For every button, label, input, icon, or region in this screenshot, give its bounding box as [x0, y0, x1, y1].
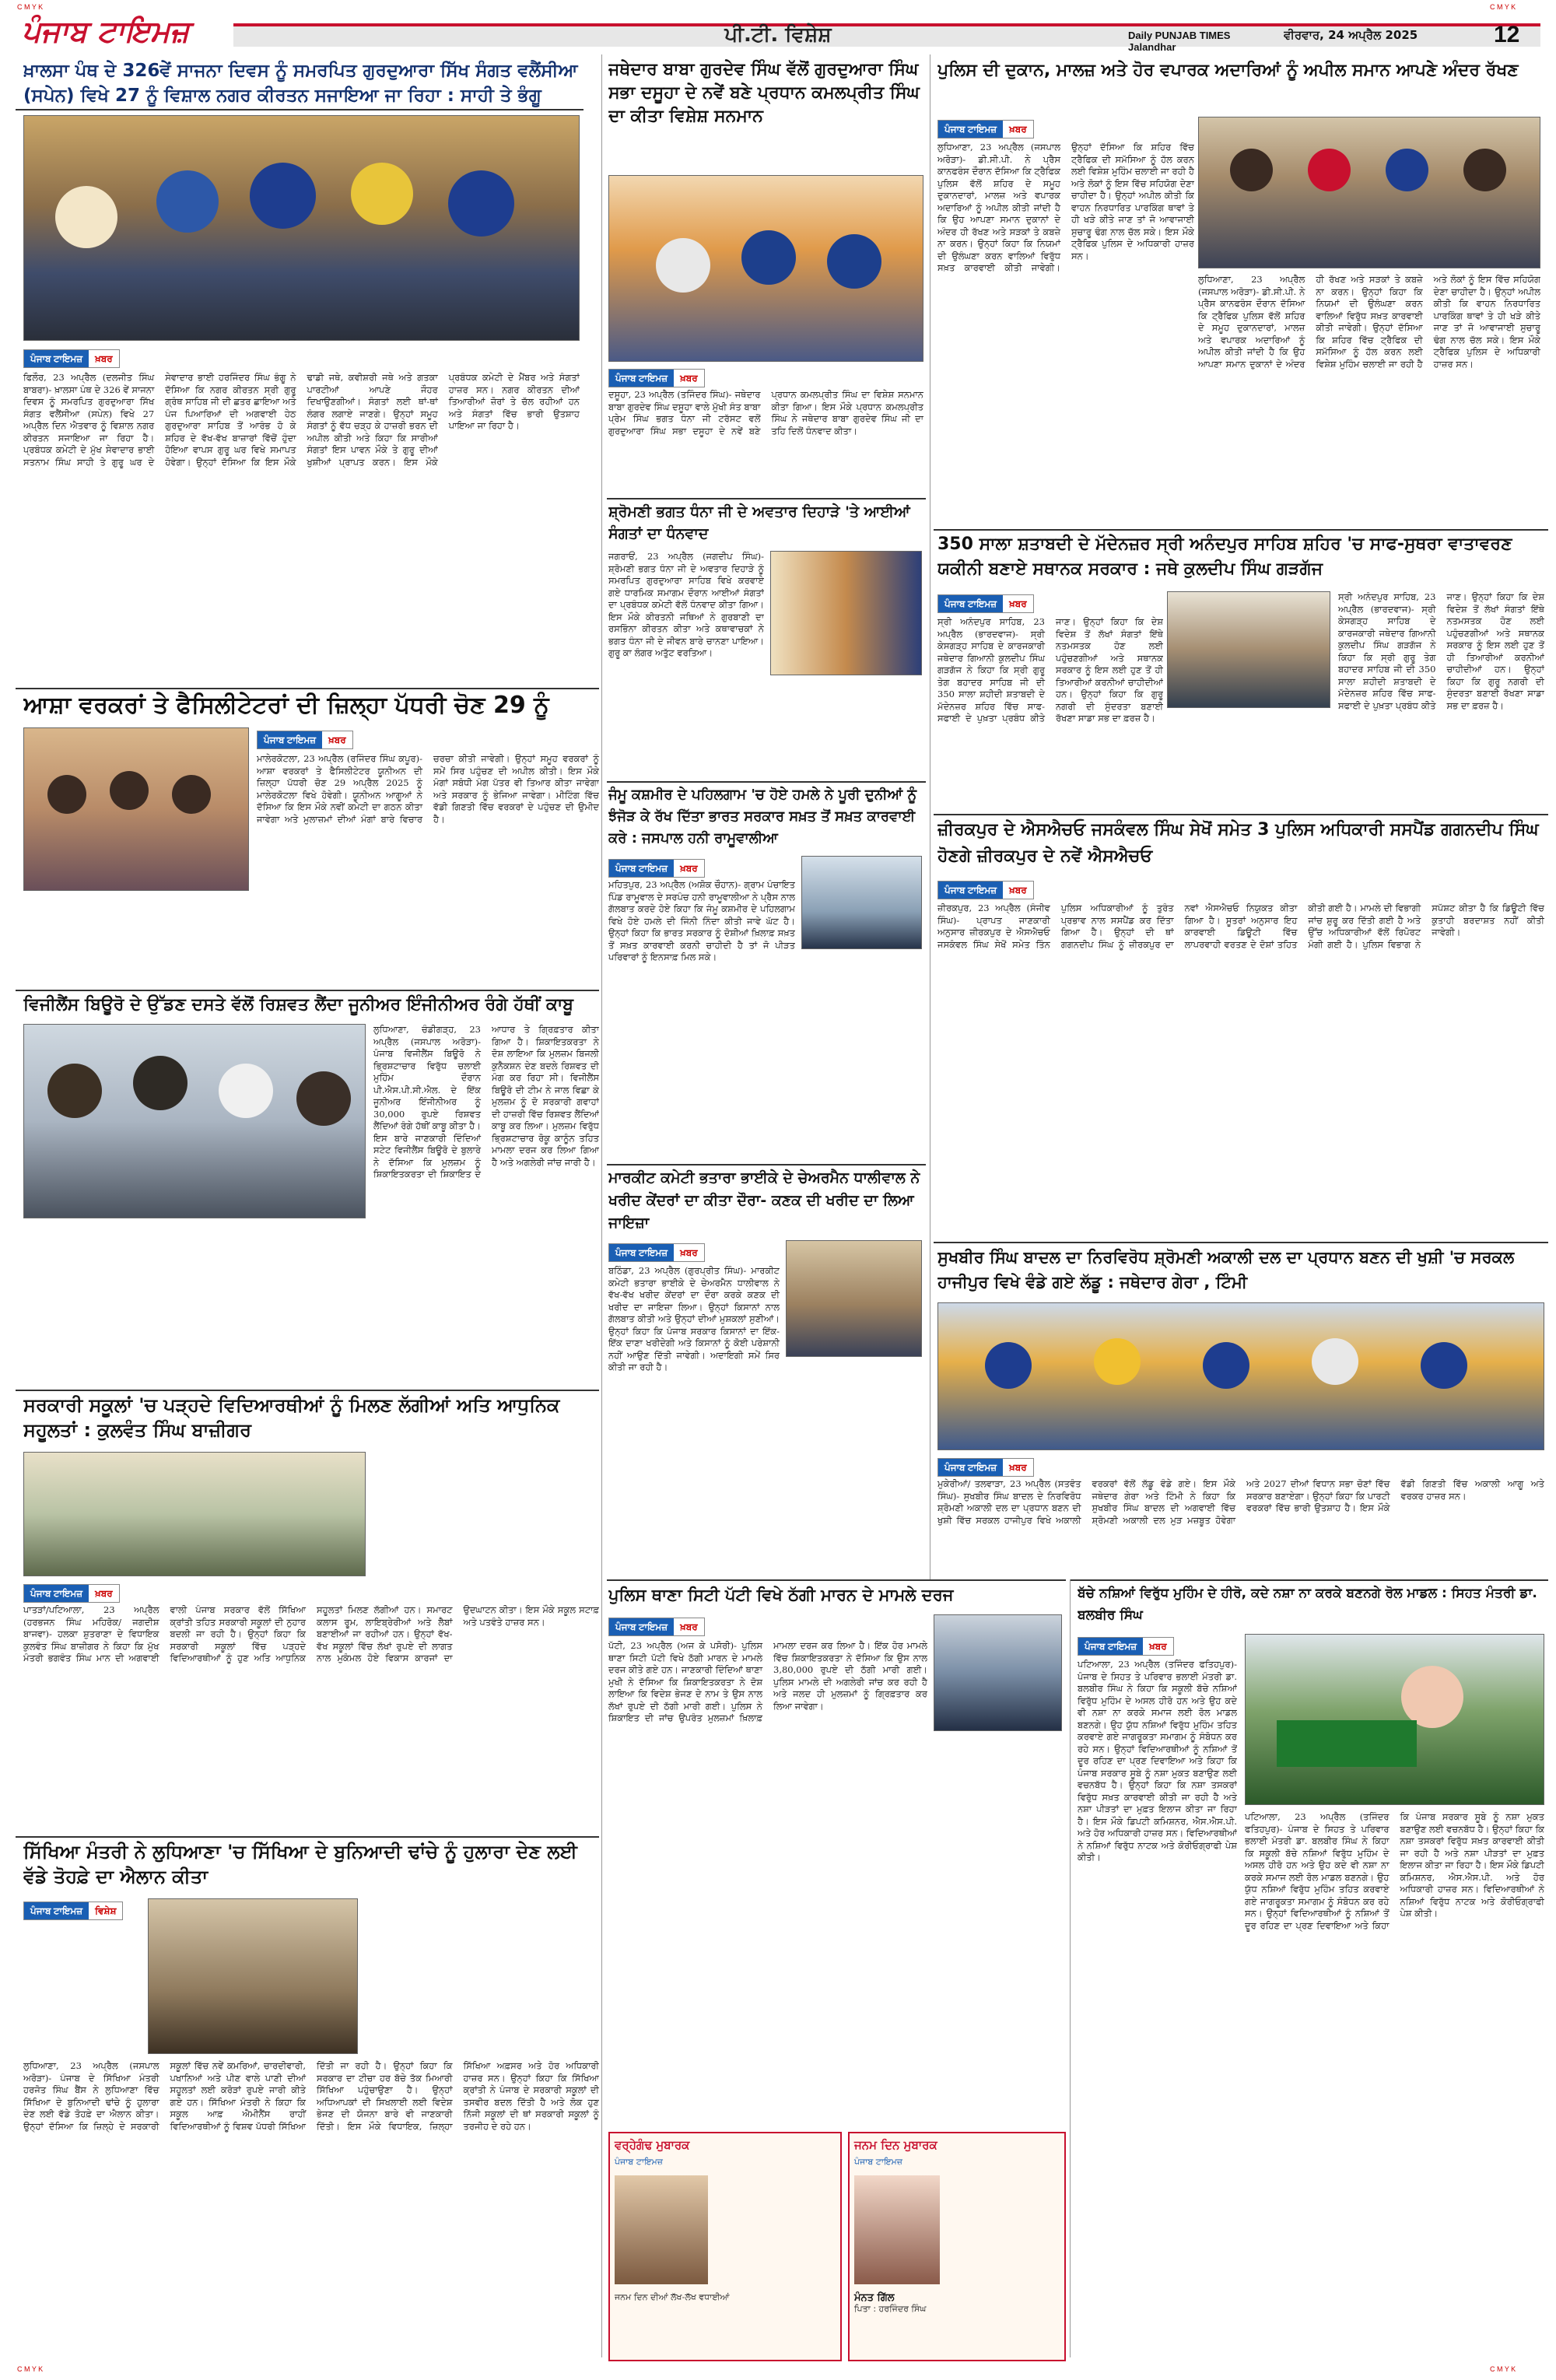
ad-anniversary-title: ਵਰ੍ਹੇਗੰਢ ਮੁਬਾਰਕ [615, 2138, 690, 2152]
paper-name: Daily PUNJAB TIMES Jalandhar [1128, 30, 1231, 53]
photo-s2b [770, 551, 922, 675]
divider [16, 1836, 599, 1838]
body-s10: ਪੱਟੀ, 23 ਅਪ੍ਰੈਲ (ਅਜ ਕੇ ਪਸੋਰੀ)- ਪੁਲਿਸ ਥਾਣਾ ਸਿਟੀ ਪੱਟੀ ਵਿਖੇ ਠੱਗੀ ਮਾਰਨ ਦੇ ਮਾਮਲੇ ਦਰਜ ਕੀਤੇ ਗਏ ਹਨ। ਜਾਣਕਾਰੀ ਦਿੰਦਿਆਂ ਥਾਣਾ ਮੁਖੀ ਨੇ ਦੱਸਿਆ ਕਿ ਸ਼ਿਕਾਇਤਕਰਤਾ ਨੇ ਦੋਸ਼ ਲਾਇਆ ਕਿ ਵਿਦੇਸ਼ ਭੇਜਣ ਦੇ ਨਾਮ ਤੇ ਉਸ ਨਾਲ ਲੱਖਾਂ ਰੁਪਏ ਦੀ ਠੱਗੀ ਮਾਰੀ ਗਈ। ਪੁਲਿਸ ਨੇ ਸ਼ਿਕਾਇਤ ਦੀ ਜਾਂਚ ਉਪਰੰਤ ਮੁਲਜ਼ਮਾਂ ਖ਼ਿਲਾਫ਼ ਮਾਮਲਾ ਦਰਜ ਕਰ ਲਿਆ ਹੈ। ਇੱਕ ਹੋਰ ਮਾਮਲੇ ਵਿੱਚ ਸ਼ਿਕਾਇਤਕਰਤਾ ਨੇ ਦੱਸਿਆ ਕਿ ਉਸ ਨਾਲ 3,80,000 ਰੁਪਏ ਦੀ ਠੱਗੀ ਮਾਰੀ ਗਈ। ਪੁਲਿਸ ਮਾਮਲੇ ਦੀ ਅਗਲੇਰੀ ਜਾਂਚ ਕਰ ਰਹੀ ਹੈ ਅਤੇ ਜਲਦ ਹੀ ਮੁਲਜ਼ਮਾਂ ਨੂੰ ਗ੍ਰਿਫ਼ਤਾਰ ਕਰ ਲਿਆ ਜਾਵੇਗਾ। [608, 1640, 927, 1723]
ad-anniversary-brand: ਪੰਜਾਬ ਟਾਇਮਜ਼ [615, 2157, 663, 2167]
section-title: ਪੀ.ਟੀ. ਵਿਸ਼ੇਸ਼ [724, 23, 832, 47]
tag-s3: ਪੰਜਾਬ ਟਾਇਮਜ਼ ਖ਼ਬਰ [937, 120, 1034, 138]
photo-s9 [148, 1898, 358, 2054]
divider [607, 1579, 1066, 1581]
divider [16, 990, 599, 991]
headline-s8: ਸਰਕਾਰੀ ਸਕੂਲਾਂ 'ਚ ਪੜ੍ਹਦੇ ਵਿਦਿਆਰਥੀਆਂ ਨੂੰ ਮਿਲਣ ਲੱਗੀਆਂ ਅਤਿ ਆਧੁਨਿਕ ਸਹੂਲਤਾਂ : ਕੁਲਵੰਤ ਸਿੰਘ ਬਾਜ਼ੀਗਰ [23, 1394, 560, 1441]
body-s9: ਲੁਧਿਆਣਾ, 23 ਅਪ੍ਰੈਲ (ਜਸਪਾਲ ਅਰੋੜਾ)- ਪੰਜਾਬ ਦੇ ਸਿੱਖਿਆ ਮੰਤਰੀ ਹਰਜੋਤ ਸਿੰਘ ਬੈਂਸ ਨੇ ਲੁਧਿਆਣਾ ਵਿੱਚ ਸਿੱਖਿਆ ਦੇ ਬੁਨਿਆਦੀ ਢਾਂਚੇ ਨੂੰ ਹੁਲਾਰਾ ਦੇਣ ਲਈ ਵੱਡੇ ਤੋਹਫ਼ੇ ਦਾ ਐਲਾਨ ਕੀਤਾ। ਉਨ੍ਹਾਂ ਦੱਸਿਆ ਕਿ ਜ਼ਿਲ੍ਹੇ ਦੇ ਸਰਕਾਰੀ ਸਕੂਲਾਂ ਵਿੱਚ ਨਵੇਂ ਕਮਰਿਆਂ, ਚਾਰਦੀਵਾਰੀ, ਪਖਾਨਿਆਂ ਅਤੇ ਪੀਣ ਵਾਲੇ ਪਾਣੀ ਦੀਆਂ ਸਹੂਲਤਾਂ ਲਈ ਕਰੋੜਾਂ ਰੁਪਏ ਜਾਰੀ ਕੀਤੇ ਗਏ ਹਨ। ਸਿੱਖਿਆ ਮੰਤਰੀ ਨੇ ਕਿਹਾ ਕਿ ਸਕੂਲ ਆਫ਼ ਐਮੀਨੈਂਸ ਰਾਹੀਂ ਵਿਦਿਆਰਥੀਆਂ ਨੂੰ ਵਿਸ਼ਵ ਪੱਧਰੀ ਸਿੱਖਿਆ ਦਿੱਤੀ ਜਾ ਰਹੀ ਹੈ। ਉਨ੍ਹਾਂ ਕਿਹਾ ਕਿ ਸਰਕਾਰ ਦਾ ਟੀਚਾ ਹਰ ਬੱਚੇ ਤੱਕ ਮਿਆਰੀ ਸਿੱਖਿਆ ਪਹੁੰਚਾਉਣਾ ਹੈ। ਉਨ੍ਹਾਂ ਅਧਿਆਪਕਾਂ ਦੀ ਸਿਖਲਾਈ ਲਈ ਵਿਦੇਸ਼ ਭੇਜਣ ਦੀ ਯੋਜਨਾ ਬਾਰੇ ਵੀ ਜਾਣਕਾਰੀ ਦਿੱਤੀ। ਇਸ ਮੌਕੇ ਵਿਧਾਇਕ, ਜ਼ਿਲ੍ਹਾ ਸਿੱਖਿਆ ਅਫ਼ਸਰ ਅਤੇ ਹੋਰ ਅਧਿਕਾਰੀ ਹਾਜ਼ਰ ਸਨ। ਉਨ੍ਹਾਂ ਕਿਹਾ ਕਿ ਸਿੱਖਿਆ ਕ੍ਰਾਂਤੀ ਨੇ ਪੰਜਾਬ ਦੇ ਸਰਕਾਰੀ ਸਕੂਲਾਂ ਦੀ ਤਸਵੀਰ ਬਦਲ ਦਿੱਤੀ ਹੈ ਅਤੇ ਲੋਕ ਹੁਣ ਨਿੱਜੀ ਸਕੂਲਾਂ ਦੀ ਥਾਂ ਸਰਕਾਰੀ ਸਕੂਲਾਂ ਨੂੰ ਤਰਜੀਹ ਦੇ ਰਹੇ ਹਨ। [23, 2060, 599, 2132]
body-s1: ਫਿਲੌਰ, 23 ਅਪ੍ਰੈਲ (ਦਲਜੀਤ ਸਿੰਘ ਬਾਬਰਾ)- ਖ਼ਾਲਸਾ ਪੰਥ ਦੇ 326 ਵੇਂ ਸਾਜਨਾ ਦਿਵਸ ਨੂੰ ਸਮਰਪਿਤ ਗੁਰਦੁਆਰਾ ਸਿੱਖ ਸੰਗਤ ਵਲੈਂਸੀਆ (ਸਪੇਨ) ਵਿਖੇ 27 ਅਪ੍ਰੈਲ ਦਿਨ ਐਤਵਾਰ ਨੂੰ ਵਿਸ਼ਾਲ ਨਗਰ ਕੀਰਤਨ ਸਜਾਇਆ ਜਾ ਰਿਹਾ ਹੈ। ਪ੍ਰਬੰਧਕ ਕਮੇਟੀ ਦੇ ਮੁੱਖ ਸੇਵਾਦਾਰ ਭਾਈ ਸਤਨਾਮ ਸਿੰਘ ਸਾਹੀ ਤੇ ਗੁਰੂ ਘਰ ਦੇ ਸੇਵਾਦਾਰ ਭਾਈ ਹਰਜਿੰਦਰ ਸਿੰਘ ਭੰਗੂ ਨੇ ਦੱਸਿਆ ਕਿ ਨਗਰ ਕੀਰਤਨ ਸ੍ਰੀ ਗੁਰੂ ਗ੍ਰੰਥ ਸਾਹਿਬ ਜੀ ਦੀ ਛਤਰ ਛਾਇਆ ਅਤੇ ਪੰਜ ਪਿਆਰਿਆਂ ਦੀ ਅਗਵਾਈ ਹੇਠ ਗੁਰਦੁਆਰਾ ਸਾਹਿਬ ਤੋਂ ਆਰੰਭ ਹੋ ਕੇ ਸ਼ਹਿਰ ਦੇ ਵੱਖ-ਵੱਖ ਬਾਜ਼ਾਰਾਂ ਵਿੱਚੋਂ ਹੁੰਦਾ ਹੋਇਆ ਵਾਪਸ ਗੁਰੂ ਘਰ ਵਿਖੇ ਸਮਾਪਤ ਹੋਵੇਗਾ। ਉਨ੍ਹਾਂ ਦੱਸਿਆ ਕਿ ਇਸ ਮੌਕੇ ਢਾਡੀ ਜਥੇ, ਕਵੀਸ਼ਰੀ ਜਥੇ ਅਤੇ ਗਤਕਾ ਪਾਰਟੀਆਂ ਆਪਣੇ ਜੌਹਰ ਦਿਖਾਉਣਗੀਆਂ। ਸੰਗਤਾਂ ਲਈ ਥਾਂ-ਥਾਂ ਲੰਗਰ ਲਗਾਏ ਜਾਣਗੇ। ਉਨ੍ਹਾਂ ਸਮੂਹ ਸੰਗਤਾਂ ਨੂੰ ਵੱਧ ਚੜ੍ਹ ਕੇ ਹਾਜ਼ਰੀ ਭਰਨ ਦੀ ਅਪੀਲ ਕੀਤੀ ਅਤੇ ਕਿਹਾ ਕਿ ਸਾਰੀਆਂ ਸੰਗਤਾਂ ਇਸ ਪਾਵਨ ਮੌਕੇ ਤੇ ਗੁਰੂ ਦੀਆਂ ਖੁਸ਼ੀਆਂ ਪ੍ਰਾਪਤ ਕਰਨ। ਇਸ ਮੌਕੇ ਪ੍ਰਬੰਧਕ ਕਮੇਟੀ ਦੇ ਮੈਂਬਰ ਅਤੇ ਸੰਗਤਾਂ ਹਾਜ਼ਰ ਸਨ। ਨਗਰ ਕੀਰਤਨ ਦੀਆਂ ਤਿਆਰੀਆਂ ਜ਼ੋਰਾਂ ਤੇ ਚੱਲ ਰਹੀਆਂ ਹਨ ਅਤੇ ਸੰਗਤਾਂ ਵਿੱਚ ਭਾਰੀ ਉਤਸ਼ਾਹ ਪਾਇਆ ਜਾ ਰਿਹਾ ਹੈ। [23, 372, 580, 468]
photo-s10 [934, 1614, 1062, 1731]
headline-s4: 350 ਸਾਲਾ ਸ਼ਤਾਬਦੀ ਦੇ ਮੱਦੇਨਜ਼ਰ ਸ੍ਰੀ ਅਨੰਦਪੁਰ ਸਾਹਿਬ ਸ਼ਹਿਰ 'ਚ ਸਾਫ-ਸੁਥਰਾ ਵਾਤਾਵਰਣ ਯਕੀਨੀ ਬਣਾਏ ਸਥਾਨਕ ਸਰਕਾਰ : ਜਥੇ ਕੁਲਦੀਪ ਸਿੰਘ ਗੜਗੱਜ [937, 535, 1512, 579]
photo-s6 [23, 727, 249, 891]
divider [16, 1390, 599, 1391]
tag-s10: ਪੰਜਾਬ ਟਾਇਮਜ਼ ਖ਼ਬਰ [608, 1618, 705, 1636]
headline-s2b: ਸ਼੍ਰੋਮਣੀ ਭਗਤ ਧੰਨਾ ਜੀ ਦੇ ਅਵਤਾਰ ਦਿਹਾੜੇ 'ਤੇ ਆਈਆਂ ਸੰਗਤਾਂ ਦਾ ਧੰਨਵਾਦ [608, 503, 910, 542]
ad-birthday-brand: ਪੰਜਾਬ ਟਾਇਮਜ਼ [854, 2157, 902, 2167]
headline-s6: ਆਸ਼ਾ ਵਰਕਰਾਂ ਤੇ ਫੈਸਿਲੀਟੇਟਰਾਂ ਦੀ ਜ਼ਿਲ੍ਹਾ ਪੱਧਰੀ ਚੋਣ 29 ਨੂੰ [23, 692, 549, 719]
ad-anniversary-text: ਜਨਮ ਦਿਨ ਦੀਆਂ ਲੱਖ-ਲੱਖ ਵਧਾਈਆਂ [615, 2292, 730, 2302]
ad-anniversary-photo [615, 2175, 708, 2284]
tag-s1: ਪੰਜਾਬ ਟਾਇਮਜ਼ ਖ਼ਬਰ [23, 349, 120, 368]
photo-s3 [1198, 117, 1540, 268]
tag-s12: ਪੰਜਾਬ ਟਾਇਮਜ਼ ਖ਼ਬਰ [1078, 1637, 1174, 1656]
body-s5: ਜ਼ੀਰਕਪੁਰ, 23 ਅਪ੍ਰੈਲ (ਸੰਜੀਵ ਸਿੰਘ)- ਪ੍ਰਾਪਤ ਜਾਣਕਾਰੀ ਅਨੁਸਾਰ ਜ਼ੀਰਕਪੁਰ ਦੇ ਐਸਐਚਓ ਜਸਕੰਵਲ ਸਿੰਘ ਸੇਖੋਂ ਸਮੇਤ ਤਿੰਨ ਪੁਲਿਸ ਅਧਿਕਾਰੀਆਂ ਨੂੰ ਤੁਰੰਤ ਪ੍ਰਭਾਵ ਨਾਲ ਸਸਪੈਂਡ ਕਰ ਦਿੱਤਾ ਗਿਆ ਹੈ। ਉਨ੍ਹਾਂ ਦੀ ਥਾਂ ਗਗਨਦੀਪ ਸਿੰਘ ਨੂੰ ਜ਼ੀਰਕਪੁਰ ਦਾ ਨਵਾਂ ਐਸਐਚਓ ਨਿਯੁਕਤ ਕੀਤਾ ਗਿਆ ਹੈ। ਸੂਤਰਾਂ ਅਨੁਸਾਰ ਇਹ ਕਾਰਵਾਈ ਡਿਊਟੀ ਵਿੱਚ ਲਾਪਰਵਾਹੀ ਵਰਤਣ ਦੇ ਦੋਸ਼ਾਂ ਤਹਿਤ ਕੀਤੀ ਗਈ ਹੈ। ਮਾਮਲੇ ਦੀ ਵਿਭਾਗੀ ਜਾਂਚ ਸ਼ੁਰੂ ਕਰ ਦਿੱਤੀ ਗਈ ਹੈ ਅਤੇ ਉੱਚ ਅਧਿਕਾਰੀਆਂ ਵੱਲੋਂ ਰਿਪੋਰਟ ਮੰਗੀ ਗਈ ਹੈ। ਪੁਲਿਸ ਵਿਭਾਗ ਨੇ ਸਪੱਸ਼ਟ ਕੀਤਾ ਹੈ ਕਿ ਡਿਊਟੀ ਵਿੱਚ ਕੁਤਾਹੀ ਬਰਦਾਸ਼ਤ ਨਹੀਂ ਕੀਤੀ ਜਾਵੇਗੀ। [937, 903, 1544, 950]
tag-s8: ਪੰਜਾਬ ਟਾਇਮਜ਼ ਖ਼ਬਰ [23, 1584, 120, 1603]
ad-anniversary [608, 2132, 842, 2361]
body-s2b: ਜਗਰਾਓਂ, 23 ਅਪ੍ਰੈਲ (ਜਗਦੀਪ ਸਿੰਘ)- ਸ਼੍ਰੋਮਣੀ ਭਗਤ ਧੰਨਾ ਜੀ ਦੇ ਅਵਤਾਰ ਦਿਹਾੜੇ ਨੂੰ ਸਮਰਪਿਤ ਗੁਰਦੁਆਰਾ ਸਾਹਿਬ ਵਿਖੇ ਕਰਵਾਏ ਗਏ ਧਾਰਮਿਕ ਸਮਾਗਮ ਦੌਰਾਨ ਆਈਆਂ ਸੰਗਤਾਂ ਦਾ ਪ੍ਰਬੰਧਕ ਕਮੇਟੀ ਵੱਲੋਂ ਧੰਨਵਾਦ ਕੀਤਾ ਗਿਆ। ਇਸ ਮੌਕੇ ਕੀਰਤਨੀ ਜਥਿਆਂ ਨੇ ਗੁਰਬਾਣੀ ਦਾ ਰਸਭਿੰਨਾ ਕੀਰਤਨ ਕੀਤਾ ਅਤੇ ਕਥਾਵਾਚਕਾਂ ਨੇ ਭਗਤ ਧੰਨਾ ਜੀ ਦੇ ਜੀਵਨ ਬਾਰੇ ਚਾਨਣਾ ਪਾਇਆ। ਗੁਰੂ ਕਾ ਲੰਗਰ ਅਤੁੱਟ ਵਰਤਿਆ। [608, 551, 764, 658]
ad-birthday-name: ਮੰਨਤ ਗਿੱਲ [854, 2292, 895, 2304]
ad-birthday [848, 2132, 1066, 2361]
headline-s12: ਬੱਚੇ ਨਸ਼ਿਆਂ ਵਿਰੁੱਧ ਮੁਹਿੰਮ ਦੇ ਹੀਰੋ, ਕਦੇ ਨਸ਼ਾ ਨਾ ਕਰਕੇ ਬਣਨਗੇ ਰੋਲ ਮਾਡਲ : ਸਿਹਤ ਮੰਤਰੀ ਡਾ. ਬਲਬੀਰ ਸਿੰਘ [1078, 1586, 1537, 1623]
headline-s10: ਪੁਲਿਸ ਥਾਣਾ ਸਿਟੀ ਪੱਟੀ ਵਿਖੇ ਠੱਗੀ ਮਾਰਨ ਦੇ ਮਾਮਲੇ ਦਰਜ [608, 1586, 954, 1604]
column-rule [601, 54, 602, 2357]
headline-s2d: ਮਾਰਕੀਟ ਕਮੇਟੀ ਭਤਾਰਾ ਭਾਈਕੇ ਦੇ ਚੇਅਰਮੈਨ ਧਾਲੀਵਾਲ ਨੇ ਖਰੀਦ ਕੇਂਦਰਾਂ ਦਾ ਕੀਤਾ ਦੌਰਾ- ਕਣਕ ਦੀ ਖਰੀਦ ਦਾ ਲਿਆ ਜਾਇਜ਼ਾ [608, 1169, 920, 1232]
divider [934, 529, 1548, 531]
headline-s11: ਸੁਖਬੀਰ ਸਿੰਘ ਬਾਦਲ ਦਾ ਨਿਰਵਿਰੋਧ ਸ਼੍ਰੋਮਣੀ ਅਕਾਲੀ ਦਲ ਦਾ ਪ੍ਰਧਾਨ ਬਣਨ ਦੀ ਖੁਸ਼ੀ 'ਚ ਸਰਕਲ ਹਾਜੀਪੁਰ ਵਿਖੇ ਵੰਡੇ ਗਏ ਲੱਡੂ : ਜਥੇਦਾਰ ਗੇਰਾ , ਟਿੰਮੀ [937, 1248, 1515, 1292]
issue-date: ਵੀਰਵਾਰ, 24 ਅਪ੍ਰੈਲ 2025 [1284, 28, 1418, 42]
tag-s6: ਪੰਜਾਬ ਟਾਇਮਜ਼ ਖ਼ਬਰ [257, 731, 353, 749]
footer-cmyk-right: C M Y K [1490, 2365, 1516, 2373]
body-s12-more: ਪਟਿਆਲਾ, 23 ਅਪ੍ਰੈਲ (ਤਜਿੰਦਰ ਫਤਿਹਪੁਰ)- ਪੰਜਾਬ ਦੇ ਸਿਹਤ ਤੇ ਪਰਿਵਾਰ ਭਲਾਈ ਮੰਤਰੀ ਡਾ. ਬਲਬੀਰ ਸਿੰਘ ਨੇ ਕਿਹਾ ਕਿ ਸਕੂਲੀ ਬੱਚੇ ਨਸ਼ਿਆਂ ਵਿਰੁੱਧ ਮੁਹਿੰਮ ਦੇ ਅਸਲ ਹੀਰੋ ਹਨ ਅਤੇ ਉਹ ਕਦੇ ਵੀ ਨਸ਼ਾ ਨਾ ਕਰਕੇ ਸਮਾਜ ਲਈ ਰੋਲ ਮਾਡਲ ਬਣਨਗੇ। ਉਹ ਯੁੱਧ ਨਸ਼ਿਆਂ ਵਿਰੁੱਧ ਮੁਹਿੰਮ ਤਹਿਤ ਕਰਵਾਏ ਗਏ ਜਾਗਰੂਕਤਾ ਸਮਾਗਮ ਨੂੰ ਸੰਬੋਧਨ ਕਰ ਰਹੇ ਸਨ। ਉਨ੍ਹਾਂ ਵਿਦਿਆਰਥੀਆਂ ਨੂੰ ਨਸ਼ਿਆਂ ਤੋਂ ਦੂਰ ਰਹਿਣ ਦਾ ਪ੍ਰਣ ਦਿਵਾਇਆ ਅਤੇ ਕਿਹਾ ਕਿ ਪੰਜਾਬ ਸਰਕਾਰ ਸੂਬੇ ਨੂੰ ਨਸ਼ਾ ਮੁਕਤ ਬਣਾਉਣ ਲਈ ਵਚਨਬੱਧ ਹੈ। ਉਨ੍ਹਾਂ ਕਿਹਾ ਕਿ ਨਸ਼ਾ ਤਸਕਰਾਂ ਵਿਰੁੱਧ ਸਖ਼ਤ ਕਾਰਵਾਈ ਕੀਤੀ ਜਾ ਰਹੀ ਹੈ ਅਤੇ ਨਸ਼ਾ ਪੀੜਤਾਂ ਦਾ ਮੁਫ਼ਤ ਇਲਾਜ ਕੀਤਾ ਜਾ ਰਿਹਾ ਹੈ। ਇਸ ਮੌਕੇ ਡਿਪਟੀ ਕਮਿਸ਼ਨਰ, ਐਸ.ਐਸ.ਪੀ. ਅਤੇ ਹੋਰ ਅਧਿਕਾਰੀ ਹਾਜ਼ਰ ਸਨ। ਵਿਦਿਆਰਥੀਆਂ ਨੇ ਨਸ਼ਿਆਂ ਵਿਰੁੱਧ ਨਾਟਕ ਅਤੇ ਕੋਰੀਓਗ੍ਰਾਫੀ ਪੇਸ਼ ਕੀਤੀ। [1245, 1811, 1544, 1931]
headline-s2c: ਜੰਮੂ ਕਸ਼ਮੀਰ ਦੇ ਪਹਿਲਗਾਮ 'ਚ ਹੋਏ ਹਮਲੇ ਨੇ ਪੂਰੀ ਦੁਨੀਆਂ ਨੂੰ ਝੰਜੋੜ ਕੇ ਰੱਖ ਦਿੱਤਾ ਭਾਰਤ ਸਰਕਾਰ ਸਖ਼ਤ ਤੋਂ ਸਖ਼ਤ ਕਾਰਵਾਈ ਕਰੇ : ਜਸਪਾਲ ਹਨੀ ਰਾਮੂਵਾਲੀਆ [608, 787, 917, 846]
tag-s2d: ਪੰਜਾਬ ਟਾਇਮਜ਼ ਖ਼ਬਰ [608, 1243, 705, 1262]
tag-s2: ਪੰਜਾਬ ਟਾਇਮਜ਼ ਖ਼ਬਰ [608, 369, 705, 387]
headline-s1: ਖ਼ਾਲਸਾ ਪੰਥ ਦੇ 326ਵੇਂ ਸਾਜਨਾ ਦਿਵਸ ਨੂੰ ਸਮਰਪਿਤ ਗੁਰਦੁਆਰਾ ਸਿੱਖ ਸੰਗਤ ਵਲੈਂਸੀਆ (ਸਪੇਨ) ਵਿਖੇ 27 ਨੂੰ ਵਿਸ਼ਾਲ ਨਗਰ ਕੀਰਤਨ ਸਜਾਇਆ ਜਾ ਰਿਹਾ : ਸਾਹੀ ਤੇ ਭੰਗੂ [23, 61, 578, 106]
photo-s7 [23, 1024, 366, 1218]
divider [16, 688, 599, 689]
tag-s9: ਪੰਜਾਬ ਟਾਇਮਜ਼ ਵਿਸ਼ੇਸ਼ [23, 1902, 123, 1920]
body-s2: ਦਸੂਹਾ, 23 ਅਪ੍ਰੈਲ (ਤਜਿੰਦਰ ਸਿੰਘ)- ਜਥੇਦਾਰ ਬਾਬਾ ਗੁਰਦੇਵ ਸਿੰਘ ਦਸੂਹਾ ਵਾਲੇ ਮੁੱਖੀ ਸੰਤ ਬਾਬਾ ਪ੍ਰੇਮ ਸਿੰਘ ਭਗਤ ਧੰਨਾ ਜੀ ਟਰੱਸਟ ਵਲੋਂ ਗੁਰਦੁਆਰਾ ਸਿੰਘ ਸਭਾ ਦਸੂਹਾ ਦੇ ਨਵੇਂ ਬਣੇ ਪ੍ਰਧਾਨ ਕਮਲਪ੍ਰੀਤ ਸਿੰਘ ਦਾ ਵਿਸ਼ੇਸ਼ ਸਨਮਾਨ ਕੀਤਾ ਗਿਆ। ਇਸ ਮੌਕੇ ਪ੍ਰਧਾਨ ਕਮਲਪ੍ਰੀਤ ਸਿੰਘ ਨੇ ਜਥੇਦਾਰ ਬਾਬਾ ਗੁਰਦੇਵ ਸਿੰਘ ਜੀ ਦਾ ਤਹਿ ਦਿਲੋਂ ਧੰਨਵਾਦ ਕੀਤਾ। [608, 389, 923, 436]
headline-s7: ਵਿਜੀਲੈਂਸ ਬਿਊਰੋ ਦੇ ਉੱਡਣ ਦਸਤੇ ਵੱਲੋਂ ਰਿਸ਼ਵਤ ਲੈਂਦਾ ਜੂਨੀਅਰ ਇੰਜੀਨੀਅਰ ਰੰਗੇ ਹੱਥੀਂ ਕਾਬੂ [23, 995, 573, 1015]
body-s4: ਸ੍ਰੀ ਅਨੰਦਪੁਰ ਸਾਹਿਬ, 23 ਅਪ੍ਰੈਲ (ਭਾਰਦਵਾਜ)- ਸ੍ਰੀ ਕੇਸਗੜ੍ਹ ਸਾਹਿਬ ਦੇ ਕਾਰਜਕਾਰੀ ਜਥੇਦਾਰ ਗਿਆਨੀ ਕੁਲਦੀਪ ਸਿੰਘ ਗੜਗੱਜ ਨੇ ਕਿਹਾ ਕਿ ਸ੍ਰੀ ਗੁਰੂ ਤੇਗ ਬਹਾਦਰ ਸਾਹਿਬ ਜੀ ਦੀ 350 ਸਾਲਾ ਸ਼ਹੀਦੀ ਸ਼ਤਾਬਦੀ ਦੇ ਮੱਦੇਨਜ਼ਰ ਸ਼ਹਿਰ ਵਿੱਚ ਸਾਫ-ਸਫਾਈ ਦੇ ਪੁਖ਼ਤਾ ਪ੍ਰਬੰਧ ਕੀਤੇ ਜਾਣ। ਉਨ੍ਹਾਂ ਕਿਹਾ ਕਿ ਦੇਸ਼ ਵਿਦੇਸ਼ ਤੋਂ ਲੱਖਾਂ ਸੰਗਤਾਂ ਇੱਥੇ ਨਤਮਸਤਕ ਹੋਣ ਲਈ ਪਹੁੰਚਣਗੀਆਂ ਅਤੇ ਸਥਾਨਕ ਸਰਕਾਰ ਨੂੰ ਇਸ ਲਈ ਹੁਣ ਤੋਂ ਹੀ ਤਿਆਰੀਆਂ ਕਰਨੀਆਂ ਚਾਹੀਦੀਆਂ ਹਨ। ਉਨ੍ਹਾਂ ਕਿਹਾ ਕਿ ਗੁਰੂ ਨਗਰੀ ਦੀ ਸੁੰਦਰਤਾ ਬਣਾਈ ਰੱਖਣਾ ਸਾਡਾ ਸਭ ਦਾ ਫ਼ਰਜ਼ ਹੈ। [937, 616, 1163, 724]
ad-birthday-title: ਜਨਮ ਦਿਨ ਮੁਬਾਰਕ [854, 2138, 937, 2152]
headline-s3: ਪੁਲਿਸ ਦੀ ਦੁਕਾਨ, ਮਾਲਜ਼ ਅਤੇ ਹੋਰ ਵਪਾਰਕ ਅਦਾਰਿਆਂ ਨੂੰ ਅਪੀਲ ਸਮਾਨ ਆਪਣੇ ਅੰਦਰ ਰੱਖਣ [937, 61, 1519, 80]
tag-s5: ਪੰਜਾਬ ਟਾਇਮਜ਼ ਖ਼ਬਰ [937, 881, 1034, 899]
tag-s2c: ਪੰਜਾਬ ਟਾਇਮਜ਼ ਖ਼ਬਰ [608, 859, 705, 878]
cmyk-left-mark: C M Y K [17, 3, 44, 11]
headline-s2: ਜਥੇਦਾਰ ਬਾਬਾ ਗੁਰਦੇਵ ਸਿੰਘ ਵੱਲੋਂ ਗੁਰਦੁਆਰਾ ਸਿੰਘ ਸਭਾ ਦਸੂਹਾ ਦੇ ਨਵੇਂ ਬਣੇ ਪ੍ਰਧਾਨ ਕਮਲਪ੍ਰੀਤ ਸਿੰਘ ਦਾ ਕੀਤਾ ਵਿਸ਼ੇਸ਼ ਸਨਮਾਨ [608, 60, 920, 126]
body-s3-more: ਲੁਧਿਆਣਾ, 23 ਅਪ੍ਰੈਲ (ਜਸਪਾਲ ਅਰੋੜਾ)- ਡੀ.ਸੀ.ਪੀ. ਨੇ ਪ੍ਰੈਸ ਕਾਨਫਰੰਸ ਦੌਰਾਨ ਦੱਸਿਆ ਕਿ ਟ੍ਰੈਫਿਕ ਪੁਲਿਸ ਵੱਲੋਂ ਸ਼ਹਿਰ ਦੇ ਸਮੂਹ ਦੁਕਾਨਦਾਰਾਂ, ਮਾਲਜ਼ ਅਤੇ ਵਪਾਰਕ ਅਦਾਰਿਆਂ ਨੂੰ ਅਪੀਲ ਕੀਤੀ ਜਾਂਦੀ ਹੈ ਕਿ ਉਹ ਆਪਣਾ ਸਮਾਨ ਦੁਕਾਨਾਂ ਦੇ ਅੰਦਰ ਹੀ ਰੱਖਣ ਅਤੇ ਸੜਕਾਂ ਤੇ ਕਬਜ਼ੇ ਨਾ ਕਰਨ। ਉਨ੍ਹਾਂ ਕਿਹਾ ਕਿ ਨਿਯਮਾਂ ਦੀ ਉਲੰਘਣਾ ਕਰਨ ਵਾਲਿਆਂ ਵਿਰੁੱਧ ਸਖ਼ਤ ਕਾਰਵਾਈ ਕੀਤੀ ਜਾਵੇਗੀ। ਉਨ੍ਹਾਂ ਦੱਸਿਆ ਕਿ ਸ਼ਹਿਰ ਵਿੱਚ ਟ੍ਰੈਫਿਕ ਦੀ ਸਮੱਸਿਆ ਨੂੰ ਹੱਲ ਕਰਨ ਲਈ ਵਿਸ਼ੇਸ਼ ਮੁਹਿੰਮ ਚਲਾਈ ਜਾ ਰਹੀ ਹੈ ਅਤੇ ਲੋਕਾਂ ਨੂੰ ਇਸ ਵਿੱਚ ਸਹਿਯੋਗ ਦੇਣਾ ਚਾਹੀਦਾ ਹੈ। ਉਨ੍ਹਾਂ ਅਪੀਲ ਕੀਤੀ ਕਿ ਵਾਹਨ ਨਿਰਧਾਰਿਤ ਪਾਰਕਿੰਗ ਥਾਵਾਂ ਤੇ ਹੀ ਖੜੇ ਕੀਤੇ ਜਾਣ ਤਾਂ ਜੋ ਆਵਾਜਾਈ ਸੁਚਾਰੂ ਢੰਗ ਨਾਲ ਚੱਲ ਸਕੇ। ਇਸ ਮੌਕੇ ਟ੍ਰੈਫਿਕ ਪੁਲਿਸ ਦੇ ਅਧਿਕਾਰੀ ਹਾਜ਼ਰ ਸਨ। [1198, 274, 1540, 370]
divider [934, 1242, 1548, 1243]
masthead [0, 0, 1556, 54]
headline-s5: ਜ਼ੀਰਕਪੁਰ ਦੇ ਐਸਐਚਓ ਜਸਕੰਵਲ ਸਿੰਘ ਸੇਖੋਂ ਸਮੇਤ 3 ਪੁਲਿਸ ਅਧਿਕਾਰੀ ਸਸਪੈਂਡ ਗਗਨਦੀਪ ਸਿੰਘ ਹੋਣਗੇ ਜ਼ੀਰਕਪੁਰ ਦੇ ਨਵੇਂ ਐਸਐਚਓ [937, 820, 1539, 866]
photo-s11 [937, 1302, 1544, 1450]
body-s8: ਪਾਤੜਾਂ/ਪਟਿਆਲਾ, 23 ਅਪ੍ਰੈਲ (ਹਰਭਜਨ ਸਿੰਘ ਮਹਿਰੋਕ/ ਜਗਦੀਸ਼ ਬਾਜਵਾ)- ਹਲਕਾ ਸ਼ੁਤਰਾਣਾ ਦੇ ਵਿਧਾਇਕ ਕੁਲਵੰਤ ਸਿੰਘ ਬਾਜ਼ੀਗਰ ਨੇ ਕਿਹਾ ਕਿ ਮੁੱਖ ਮੰਤਰੀ ਭਗਵੰਤ ਸਿੰਘ ਮਾਨ ਦੀ ਅਗਵਾਈ ਵਾਲੀ ਪੰਜਾਬ ਸਰਕਾਰ ਵੱਲੋਂ ਸਿੱਖਿਆ ਕ੍ਰਾਂਤੀ ਤਹਿਤ ਸਰਕਾਰੀ ਸਕੂਲਾਂ ਦੀ ਨੁਹਾਰ ਬਦਲੀ ਜਾ ਰਹੀ ਹੈ। ਉਨ੍ਹਾਂ ਕਿਹਾ ਕਿ ਸਰਕਾਰੀ ਸਕੂਲਾਂ ਵਿੱਚ ਪੜ੍ਹਦੇ ਵਿਦਿਆਰਥੀਆਂ ਨੂੰ ਹੁਣ ਅਤਿ ਆਧੁਨਿਕ ਸਹੂਲਤਾਂ ਮਿਲਣ ਲੱਗੀਆਂ ਹਨ। ਸਮਾਰਟ ਕਲਾਸ ਰੂਮ, ਲਾਇਬ੍ਰੇਰੀਆਂ ਅਤੇ ਲੈਬਾਂ ਬਣਾਈਆਂ ਜਾ ਰਹੀਆਂ ਹਨ। ਉਨ੍ਹਾਂ ਵੱਖ-ਵੱਖ ਸਕੂਲਾਂ ਵਿੱਚ ਲੱਖਾਂ ਰੁਪਏ ਦੀ ਲਾਗਤ ਨਾਲ ਮੁਕੰਮਲ ਹੋਏ ਵਿਕਾਸ ਕਾਰਜਾਂ ਦਾ ਉਦਘਾਟਨ ਕੀਤਾ। ਇਸ ਮੌਕੇ ਸਕੂਲ ਸਟਾਫ਼ ਅਤੇ ਪਤਵੰਤੇ ਹਾਜ਼ਰ ਸਨ। [23, 1604, 599, 1663]
ad-birthday-photo [854, 2175, 940, 2284]
photo-s12 [1245, 1634, 1544, 1805]
divider [934, 814, 1548, 815]
body-s2c: ਮਹਿਤਪੁਰ, 23 ਅਪ੍ਰੈਲ (ਅਸ਼ੋਕ ਚੌਹਾਨ)- ਗ੍ਰਾਮ ਪੰਚਾਇਤ ਪਿੰਡ ਰਾਮੂਵਾਲ ਦੇ ਸਰਪੰਚ ਹਨੀ ਰਾਮੂਵਾਲੀਆ ਨੇ ਪ੍ਰੈਸ ਨਾਲ ਗੱਲਬਾਤ ਕਰਦੇ ਹੋਏ ਕਿਹਾ ਕਿ ਜੰਮੂ ਕਸ਼ਮੀਰ ਦੇ ਪਹਿਲਗਾਮ ਵਿਖੇ ਹੋਏ ਹਮਲੇ ਦੀ ਜਿੰਨੀ ਨਿੰਦਾ ਕੀਤੀ ਜਾਵੇ ਘੱਟ ਹੈ। ਉਨ੍ਹਾਂ ਕਿਹਾ ਕਿ ਭਾਰਤ ਸਰਕਾਰ ਨੂੰ ਦੋਸ਼ੀਆਂ ਖ਼ਿਲਾਫ਼ ਸਖ਼ਤ ਤੋਂ ਸਖ਼ਤ ਕਾਰਵਾਈ ਕਰਨੀ ਚਾਹੀਦੀ ਹੈ ਤਾਂ ਜੋ ਪੀੜਤ ਪਰਿਵਾਰਾਂ ਨੂੰ ਇਨਸਾਫ਼ ਮਿਲ ਸਕੇ। [608, 879, 795, 962]
body-s11: ਮੁਕੇਰੀਆਂ/ ਤਲਵਾੜਾ, 23 ਅਪ੍ਰੈਲ (ਸਤਵੰਤ ਸਿੰਘ)- ਸੁਖਬੀਰ ਸਿੰਘ ਬਾਦਲ ਦੇ ਨਿਰਵਿਰੋਧ ਸ਼੍ਰੋਮਣੀ ਅਕਾਲੀ ਦਲ ਦਾ ਪ੍ਰਧਾਨ ਬਣਨ ਦੀ ਖੁਸ਼ੀ ਵਿੱਚ ਸਰਕਲ ਹਾਜੀਪੁਰ ਵਿਖੇ ਅਕਾਲੀ ਵਰਕਰਾਂ ਵੱਲੋਂ ਲੱਡੂ ਵੰਡੇ ਗਏ। ਇਸ ਮੌਕੇ ਜਥੇਦਾਰ ਗੇਰਾ ਅਤੇ ਟਿੰਮੀ ਨੇ ਕਿਹਾ ਕਿ ਸੁਖਬੀਰ ਸਿੰਘ ਬਾਦਲ ਦੀ ਅਗਵਾਈ ਵਿੱਚ ਸ਼੍ਰੋਮਣੀ ਅਕਾਲੀ ਦਲ ਮੁੜ ਮਜ਼ਬੂਤ ਹੋਵੇਗਾ ਅਤੇ 2027 ਦੀਆਂ ਵਿਧਾਨ ਸਭਾ ਚੋਣਾਂ ਵਿੱਚ ਸਰਕਾਰ ਬਣਾਏਗਾ। ਉਨ੍ਹਾਂ ਕਿਹਾ ਕਿ ਪਾਰਟੀ ਵਰਕਰਾਂ ਵਿੱਚ ਭਾਰੀ ਉਤਸ਼ਾਹ ਹੈ। ਇਸ ਮੌਕੇ ਵੱਡੀ ਗਿਣਤੀ ਵਿੱਚ ਅਕਾਲੀ ਆਗੂ ਅਤੇ ਵਰਕਰ ਹਾਜ਼ਰ ਸਨ। [937, 1478, 1544, 1526]
body-s7: ਲੁਧਿਆਣਾ, ਚੰਡੀਗੜ੍ਹ, 23 ਅਪ੍ਰੈਲ (ਜਸਪਾਲ ਅਰੋੜਾ)- ਪੰਜਾਬ ਵਿਜੀਲੈਂਸ ਬਿਊਰੋ ਨੇ ਭ੍ਰਿਸ਼ਟਾਚਾਰ ਵਿਰੁੱਧ ਚਲਾਈ ਮੁਹਿੰਮ ਦੌਰਾਨ ਪੀ.ਐਸ.ਪੀ.ਸੀ.ਐਲ. ਦੇ ਇੱਕ ਜੂਨੀਅਰ ਇੰਜੀਨੀਅਰ ਨੂੰ 30,000 ਰੁਪਏ ਰਿਸ਼ਵਤ ਲੈਂਦਿਆਂ ਰੰਗੇ ਹੱਥੀਂ ਕਾਬੂ ਕੀਤਾ ਹੈ। ਇਸ ਬਾਰੇ ਜਾਣਕਾਰੀ ਦਿੰਦਿਆਂ ਸਟੇਟ ਵਿਜੀਲੈਂਸ ਬਿਊਰੋ ਦੇ ਬੁਲਾਰੇ ਨੇ ਦੱਸਿਆ ਕਿ ਮੁਲਜ਼ਮ ਨੂੰ ਸ਼ਿਕਾਇਤਕਰਤਾ ਦੀ ਸ਼ਿਕਾਇਤ ਦੇ ਆਧਾਰ ਤੇ ਗ੍ਰਿਫ਼ਤਾਰ ਕੀਤਾ ਗਿਆ ਹੈ। ਸ਼ਿਕਾਇਤਕਰਤਾ ਨੇ ਦੋਸ਼ ਲਾਇਆ ਕਿ ਮੁਲਜ਼ਮ ਬਿਜਲੀ ਕੁਨੈਕਸ਼ਨ ਦੇਣ ਬਦਲੇ ਰਿਸ਼ਵਤ ਦੀ ਮੰਗ ਕਰ ਰਿਹਾ ਸੀ। ਵਿਜੀਲੈਂਸ ਬਿਊਰੋ ਦੀ ਟੀਮ ਨੇ ਜਾਲ ਵਿਛਾ ਕੇ ਮੁਲਜ਼ਮ ਨੂੰ ਦੋ ਸਰਕਾਰੀ ਗਵਾਹਾਂ ਦੀ ਹਾਜ਼ਰੀ ਵਿੱਚ ਰਿਸ਼ਵਤ ਲੈਂਦਿਆਂ ਕਾਬੂ ਕਰ ਲਿਆ। ਮੁਲਜ਼ਮ ਵਿਰੁੱਧ ਭ੍ਰਿਸ਼ਟਾਚਾਰ ਰੋਕੂ ਕਾਨੂੰਨ ਤਹਿਤ ਮਾਮਲਾ ਦਰਜ ਕਰ ਲਿਆ ਗਿਆ ਹੈ ਅਤੇ ਅਗਲੇਰੀ ਜਾਂਚ ਜਾਰੀ ਹੈ। [373, 1024, 599, 1179]
divider [1070, 1579, 1548, 1581]
divider [607, 1164, 926, 1165]
tag-s4: ਪੰਜਾਬ ਟਾਇਮਜ਼ ਖ਼ਬਰ [937, 594, 1034, 613]
ad-birthday-text: ਪਿਤਾ : ਹਰਜਿੰਦਰ ਸਿੰਘ [854, 2304, 927, 2314]
body-s2d: ਬਠਿੰਡਾ, 23 ਅਪ੍ਰੈਲ (ਗੁਰਪ੍ਰੀਤ ਸਿੰਘ)- ਮਾਰਕੀਟ ਕਮੇਟੀ ਭਤਾਰਾ ਭਾਈਕੇ ਦੇ ਚੇਅਰਮੈਨ ਧਾਲੀਵਾਲ ਨੇ ਵੱਖ-ਵੱਖ ਖਰੀਦ ਕੇਂਦਰਾਂ ਦਾ ਦੌਰਾ ਕਰਕੇ ਕਣਕ ਦੀ ਖਰੀਦ ਦਾ ਜਾਇਜ਼ਾ ਲਿਆ। ਉਨ੍ਹਾਂ ਕਿਸਾਨਾਂ ਨਾਲ ਗੱਲਬਾਤ ਕੀਤੀ ਅਤੇ ਉਨ੍ਹਾਂ ਦੀਆਂ ਮੁਸ਼ਕਲਾਂ ਸੁਣੀਆਂ। ਉਨ੍ਹਾਂ ਕਿਹਾ ਕਿ ਪੰਜਾਬ ਸਰਕਾਰ ਕਿਸਾਨਾਂ ਦਾ ਇੱਕ-ਇੱਕ ਦਾਣਾ ਖਰੀਦੇਗੀ ਅਤੇ ਕਿਸਾਨਾਂ ਨੂੰ ਕੋਈ ਪਰੇਸ਼ਾਨੀ ਨਹੀਂ ਆਉਣ ਦਿੱਤੀ ਜਾਵੇਗੀ। ਅਦਾਇਗੀ ਸਮੇਂ ਸਿਰ ਕੀਤੀ ਜਾ ਰਹੀ ਹੈ। [608, 1265, 780, 1372]
headline-s9: ਸਿੱਖਿਆ ਮੰਤਰੀ ਨੇ ਲੁਧਿਆਣਾ 'ਚ ਸਿੱਖਿਆ ਦੇ ਬੁਨਿਆਦੀ ਢਾਂਚੇ ਨੂੰ ਹੁਲਾਰਾ ਦੇਣ ਲਈ ਵੱਡੇ ਤੋਹਫ਼ੇ ਦਾ ਐਲਾਨ ਕੀਤਾ [23, 1841, 577, 1888]
footer-cmyk-left: C M Y K [17, 2365, 44, 2373]
cmyk-right-mark: C M Y K [1490, 3, 1516, 11]
divider [607, 781, 926, 783]
photo-s2c [801, 856, 922, 949]
body-s12: ਪਟਿਆਲਾ, 23 ਅਪ੍ਰੈਲ (ਤਜਿੰਦਰ ਫਤਿਹਪੁਰ)- ਪੰਜਾਬ ਦੇ ਸਿਹਤ ਤੇ ਪਰਿਵਾਰ ਭਲਾਈ ਮੰਤਰੀ ਡਾ. ਬਲਬੀਰ ਸਿੰਘ ਨੇ ਕਿਹਾ ਕਿ ਸਕੂਲੀ ਬੱਚੇ ਨਸ਼ਿਆਂ ਵਿਰੁੱਧ ਮੁਹਿੰਮ ਦੇ ਅਸਲ ਹੀਰੋ ਹਨ ਅਤੇ ਉਹ ਕਦੇ ਵੀ ਨਸ਼ਾ ਨਾ ਕਰਕੇ ਸਮਾਜ ਲਈ ਰੋਲ ਮਾਡਲ ਬਣਨਗੇ। ਉਹ ਯੁੱਧ ਨਸ਼ਿਆਂ ਵਿਰੁੱਧ ਮੁਹਿੰਮ ਤਹਿਤ ਕਰਵਾਏ ਗਏ ਜਾਗਰੂਕਤਾ ਸਮਾਗਮ ਨੂੰ ਸੰਬੋਧਨ ਕਰ ਰਹੇ ਸਨ। ਉਨ੍ਹਾਂ ਵਿਦਿਆਰਥੀਆਂ ਨੂੰ ਨਸ਼ਿਆਂ ਤੋਂ ਦੂਰ ਰਹਿਣ ਦਾ ਪ੍ਰਣ ਦਿਵਾਇਆ ਅਤੇ ਕਿਹਾ ਕਿ ਪੰਜਾਬ ਸਰਕਾਰ ਸੂਬੇ ਨੂੰ ਨਸ਼ਾ ਮੁਕਤ ਬਣਾਉਣ ਲਈ ਵਚਨਬੱਧ ਹੈ। ਉਨ੍ਹਾਂ ਕਿਹਾ ਕਿ ਨਸ਼ਾ ਤਸਕਰਾਂ ਵਿਰੁੱਧ ਸਖ਼ਤ ਕਾਰਵਾਈ ਕੀਤੀ ਜਾ ਰਹੀ ਹੈ ਅਤੇ ਨਸ਼ਾ ਪੀੜਤਾਂ ਦਾ ਮੁਫ਼ਤ ਇਲਾਜ ਕੀਤਾ ਜਾ ਰਿਹਾ ਹੈ। ਇਸ ਮੌਕੇ ਡਿਪਟੀ ਕਮਿਸ਼ਨਰ, ਐਸ.ਐਸ.ਪੀ. ਅਤੇ ਹੋਰ ਅਧਿਕਾਰੀ ਹਾਜ਼ਰ ਸਨ। ਵਿਦਿਆਰਥੀਆਂ ਨੇ ਨਸ਼ਿਆਂ ਵਿਰੁੱਧ ਨਾਟਕ ਅਤੇ ਕੋਰੀਓਗ੍ਰਾਫੀ ਪੇਸ਼ ਕੀਤੀ। [1078, 1659, 1237, 1863]
masthead-logo: ਪੰਜਾਬ ਟਾਇਮਜ਼ [22, 14, 190, 48]
photo-s2 [608, 175, 923, 362]
body-s6: ਮਾਲੇਰਕੋਟਲਾ, 23 ਅਪ੍ਰੈਲ (ਰਜਿੰਦਰ ਸਿੰਘ ਕਪੂਰ)- ਆਸ਼ਾ ਵਰਕਰਾਂ ਤੇ ਫੈਸਿਲੀਟੇਟਰ ਯੂਨੀਅਨ ਦੀ ਜ਼ਿਲ੍ਹਾ ਪੱਧਰੀ ਚੋਣ 29 ਅਪ੍ਰੈਲ 2025 ਨੂੰ ਮਾਲੇਰਕੋਟਲਾ ਵਿਖੇ ਹੋਵੇਗੀ। ਯੂਨੀਅਨ ਆਗੂਆਂ ਨੇ ਦੱਸਿਆ ਕਿ ਇਸ ਮੌਕੇ ਨਵੀਂ ਕਮੇਟੀ ਦਾ ਗਠਨ ਕੀਤਾ ਜਾਵੇਗਾ ਅਤੇ ਮੁਲਾਜ਼ਮਾਂ ਦੀਆਂ ਮੰਗਾਂ ਬਾਰੇ ਵਿਚਾਰ ਚਰਚਾ ਕੀਤੀ ਜਾਵੇਗੀ। ਉਨ੍ਹਾਂ ਸਮੂਹ ਵਰਕਰਾਂ ਨੂੰ ਸਮੇਂ ਸਿਰ ਪਹੁੰਚਣ ਦੀ ਅਪੀਲ ਕੀਤੀ। ਇਸ ਮੌਕੇ ਮੰਗਾਂ ਸਬੰਧੀ ਮੰਗ ਪੱਤਰ ਵੀ ਤਿਆਰ ਕੀਤਾ ਜਾਵੇਗਾ ਅਤੇ ਸਰਕਾਰ ਨੂੰ ਭੇਜਿਆ ਜਾਵੇਗਾ। ਮੀਟਿੰਗ ਵਿੱਚ ਵੱਡੀ ਗਿਣਤੀ ਵਿੱਚ ਵਰਕਰਾਂ ਦੇ ਪਹੁੰਚਣ ਦੀ ਉਮੀਦ ਹੈ। [257, 753, 599, 825]
photo-s1 [23, 115, 580, 341]
tag-s11: ਪੰਜਾਬ ਟਾਇਮਜ਼ ਖ਼ਬਰ [937, 1458, 1034, 1477]
body-s3: ਲੁਧਿਆਣਾ, 23 ਅਪ੍ਰੈਲ (ਜਸਪਾਲ ਅਰੋੜਾ)- ਡੀ.ਸੀ.ਪੀ. ਨੇ ਪ੍ਰੈਸ ਕਾਨਫਰੰਸ ਦੌਰਾਨ ਦੱਸਿਆ ਕਿ ਟ੍ਰੈਫਿਕ ਪੁਲਿਸ ਵੱਲੋਂ ਸ਼ਹਿਰ ਦੇ ਸਮੂਹ ਦੁਕਾਨਦਾਰਾਂ, ਮਾਲਜ਼ ਅਤੇ ਵਪਾਰਕ ਅਦਾਰਿਆਂ ਨੂੰ ਅਪੀਲ ਕੀਤੀ ਜਾਂਦੀ ਹੈ ਕਿ ਉਹ ਆਪਣਾ ਸਮਾਨ ਦੁਕਾਨਾਂ ਦੇ ਅੰਦਰ ਹੀ ਰੱਖਣ ਅਤੇ ਸੜਕਾਂ ਤੇ ਕਬਜ਼ੇ ਨਾ ਕਰਨ। ਉਨ੍ਹਾਂ ਕਿਹਾ ਕਿ ਨਿਯਮਾਂ ਦੀ ਉਲੰਘਣਾ ਕਰਨ ਵਾਲਿਆਂ ਵਿਰੁੱਧ ਸਖ਼ਤ ਕਾਰਵਾਈ ਕੀਤੀ ਜਾਵੇਗੀ। ਉਨ੍ਹਾਂ ਦੱਸਿਆ ਕਿ ਸ਼ਹਿਰ ਵਿੱਚ ਟ੍ਰੈਫਿਕ ਦੀ ਸਮੱਸਿਆ ਨੂੰ ਹੱਲ ਕਰਨ ਲਈ ਵਿਸ਼ੇਸ਼ ਮੁਹਿੰਮ ਚਲਾਈ ਜਾ ਰਹੀ ਹੈ ਅਤੇ ਲੋਕਾਂ ਨੂੰ ਇਸ ਵਿੱਚ ਸਹਿਯੋਗ ਦੇਣਾ ਚਾਹੀਦਾ ਹੈ। ਉਨ੍ਹਾਂ ਅਪੀਲ ਕੀਤੀ ਕਿ ਵਾਹਨ ਨਿਰਧਾਰਿਤ ਪਾਰਕਿੰਗ ਥਾਵਾਂ ਤੇ ਹੀ ਖੜੇ ਕੀਤੇ ਜਾਣ ਤਾਂ ਜੋ ਆਵਾਜਾਈ ਸੁਚਾਰੂ ਢੰਗ ਨਾਲ ਚੱਲ ਸਕੇ। ਇਸ ਮੌਕੇ ਟ੍ਰੈਫਿਕ ਪੁਲਿਸ ਦੇ ਅਧਿਕਾਰੀ ਹਾਜ਼ਰ ਸਨ। [937, 142, 1194, 273]
photo-s2d [786, 1240, 922, 1357]
photo-s8 [23, 1452, 366, 1576]
divider [607, 498, 926, 499]
page-number: 12 [1494, 22, 1520, 47]
body-s4-more: ਸ੍ਰੀ ਅਨੰਦਪੁਰ ਸਾਹਿਬ, 23 ਅਪ੍ਰੈਲ (ਭਾਰਦਵਾਜ)- ਸ੍ਰੀ ਕੇਸਗੜ੍ਹ ਸਾਹਿਬ ਦੇ ਕਾਰਜਕਾਰੀ ਜਥੇਦਾਰ ਗਿਆਨੀ ਕੁਲਦੀਪ ਸਿੰਘ ਗੜਗੱਜ ਨੇ ਕਿਹਾ ਕਿ ਸ੍ਰੀ ਗੁਰੂ ਤੇਗ ਬਹਾਦਰ ਸਾਹਿਬ ਜੀ ਦੀ 350 ਸਾਲਾ ਸ਼ਹੀਦੀ ਸ਼ਤਾਬਦੀ ਦੇ ਮੱਦੇਨਜ਼ਰ ਸ਼ਹਿਰ ਵਿੱਚ ਸਾਫ-ਸਫਾਈ ਦੇ ਪੁਖ਼ਤਾ ਪ੍ਰਬੰਧ ਕੀਤੇ ਜਾਣ। ਉਨ੍ਹਾਂ ਕਿਹਾ ਕਿ ਦੇਸ਼ ਵਿਦੇਸ਼ ਤੋਂ ਲੱਖਾਂ ਸੰਗਤਾਂ ਇੱਥੇ ਨਤਮਸਤਕ ਹੋਣ ਲਈ ਪਹੁੰਚਣਗੀਆਂ ਅਤੇ ਸਥਾਨਕ ਸਰਕਾਰ ਨੂੰ ਇਸ ਲਈ ਹੁਣ ਤੋਂ ਹੀ ਤਿਆਰੀਆਂ ਕਰਨੀਆਂ ਚਾਹੀਦੀਆਂ ਹਨ। ਉਨ੍ਹਾਂ ਕਿਹਾ ਕਿ ਗੁਰੂ ਨਗਰੀ ਦੀ ਸੁੰਦਰਤਾ ਬਣਾਈ ਰੱਖਣਾ ਸਾਡਾ ਸਭ ਦਾ ਫ਼ਰਜ਼ ਹੈ। [1338, 591, 1544, 711]
photo-s4 [1167, 591, 1330, 708]
column-rule [1070, 1579, 1071, 2357]
